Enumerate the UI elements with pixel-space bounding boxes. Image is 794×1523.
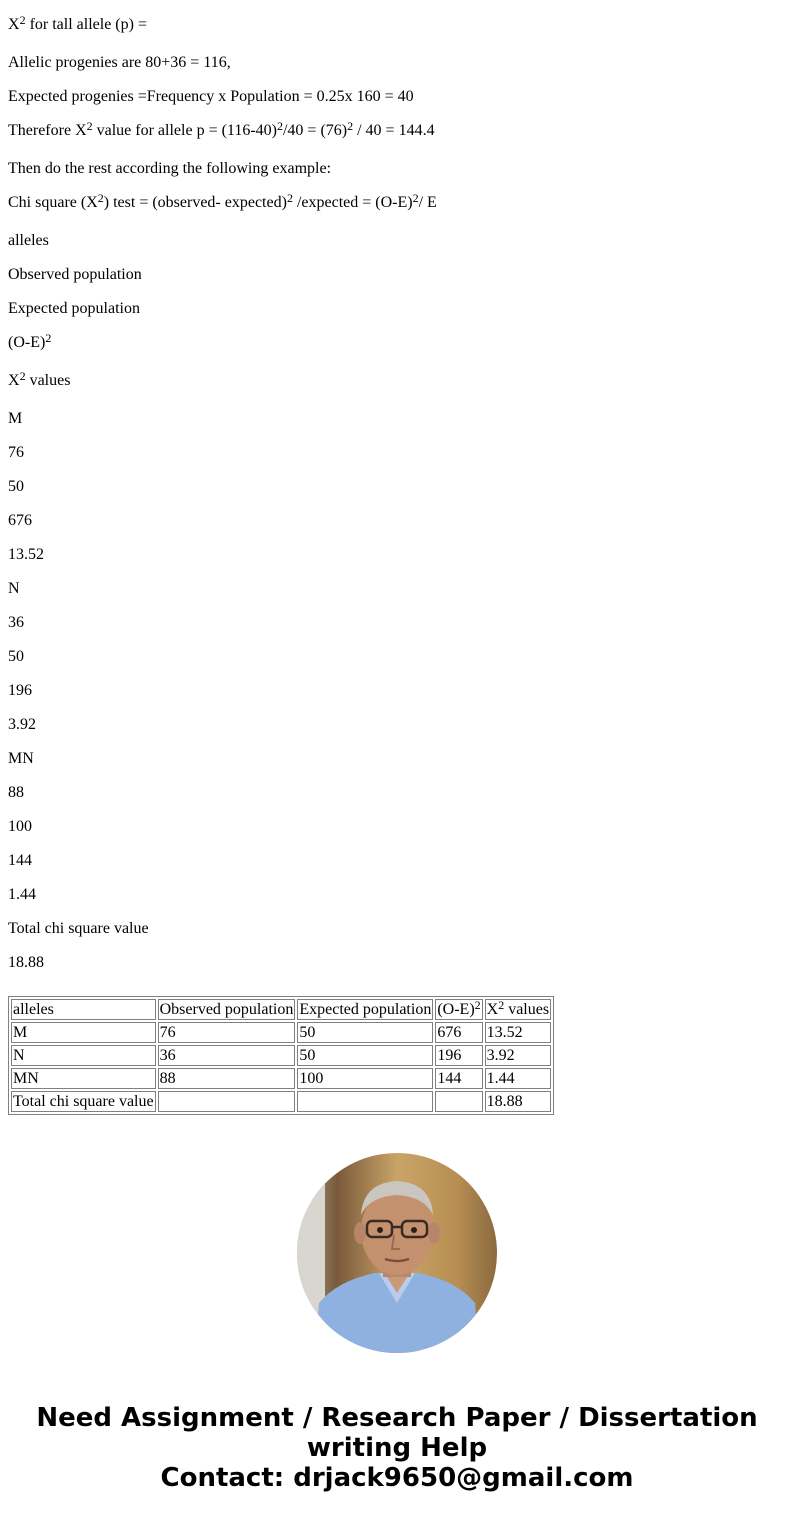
table-row [11,1068,551,1089]
table-cell [435,1091,482,1112]
footer-contact-line: Contact: drjack9650@gmail.com [160,1463,634,1493]
footer-line: writing Help [306,1433,488,1463]
flat-item: 50 [8,478,24,495]
table-cell: 100 [297,1068,433,1089]
flat-item: 676 [8,512,32,529]
table-header-row [11,999,551,1020]
footer-line: Need Assignment / Research Paper / Dissertation [36,1403,758,1433]
expected-line: Expected progenies =Frequency x Population = 0.25x 160 = 40 [8,88,414,105]
flat-header-expected: Expected population [8,300,140,317]
flat-item: 36 [8,614,24,631]
flat-item: 196 [8,682,32,699]
table-header-cell: Expected population [299,1001,432,1018]
table-cell: 144 [435,1068,482,1089]
then-line: Then do the rest according the following example: [8,160,332,177]
table-header-cell: Observed population [159,1001,294,1018]
flat-item: 88 [8,784,24,801]
flat-item: N [8,580,20,597]
flat-item: 18.88 [8,954,44,971]
document-body [8,0,788,988]
flat-header-x-values: $X^2$ values [8,369,71,389]
allelic-line: Allelic progenies are 80+36 = 116, [8,54,231,71]
flat-item: 13.52 [8,546,44,563]
table-cell: 88 [158,1068,296,1089]
table-cell: 50 [297,1022,433,1043]
flat-item: 144 [8,852,32,869]
flat-header-alleles: alleles [8,232,49,249]
flat-item: 76 [8,444,24,461]
table-cell: 1.44 [485,1068,551,1089]
table-row [11,1022,551,1043]
flat-item: 1.44 [8,886,36,903]
contact-footer [0,1403,794,1493]
table-header-cell: alleles [11,999,156,1020]
flat-item: Total chi square value [8,920,149,937]
flat-item: 3.92 [8,716,36,733]
chi-square-table [8,996,554,1115]
table-header-cell: $(O-E)^2$ [437,998,481,1018]
flat-header-observed: Observed population [8,266,142,283]
flat-item: M [8,410,23,427]
table-cell: MN [11,1068,156,1089]
table-cell: 50 [297,1045,433,1066]
table-cell [297,1091,433,1112]
intro-line [8,0,788,16]
table-cell: M [11,1022,156,1043]
flat-item: 50 [8,648,24,665]
table-row [11,1091,551,1112]
avatar [297,1153,497,1353]
person-photo-icon [297,1153,497,1353]
table-cell: 18.88 [485,1091,551,1112]
table-cell: 76 [158,1022,296,1043]
chi-square-formula-line: Chi square $(X^2)$ test = (observed- expected)$^2$ /expected = $(O-E)^2/$ E [8,191,437,211]
flat-header-oe: $(O-E)^2$ [8,331,52,351]
table-row [11,1045,551,1066]
table-cell: 13.52 [485,1022,551,1043]
flat-item: MN [8,750,34,767]
flat-item: 100 [8,818,32,835]
table-cell: 196 [435,1045,482,1066]
table-cell: 676 [435,1022,482,1043]
chi-tall-line: $X^2$ for tall allele (p) = [8,13,147,33]
table-cell: 3.92 [485,1045,551,1066]
table-cell [158,1091,296,1112]
therefore-line: Therefore $X^2$ value for allele $p = (116-40)^2/40 = (76)^2 / 40 = 144.4$ [8,119,435,139]
table-cell: Total chi square value [13,1093,154,1110]
table-cell: N [11,1045,156,1066]
table-header-cell: $X^2$ values [486,998,550,1018]
table-cell: 36 [158,1045,296,1066]
